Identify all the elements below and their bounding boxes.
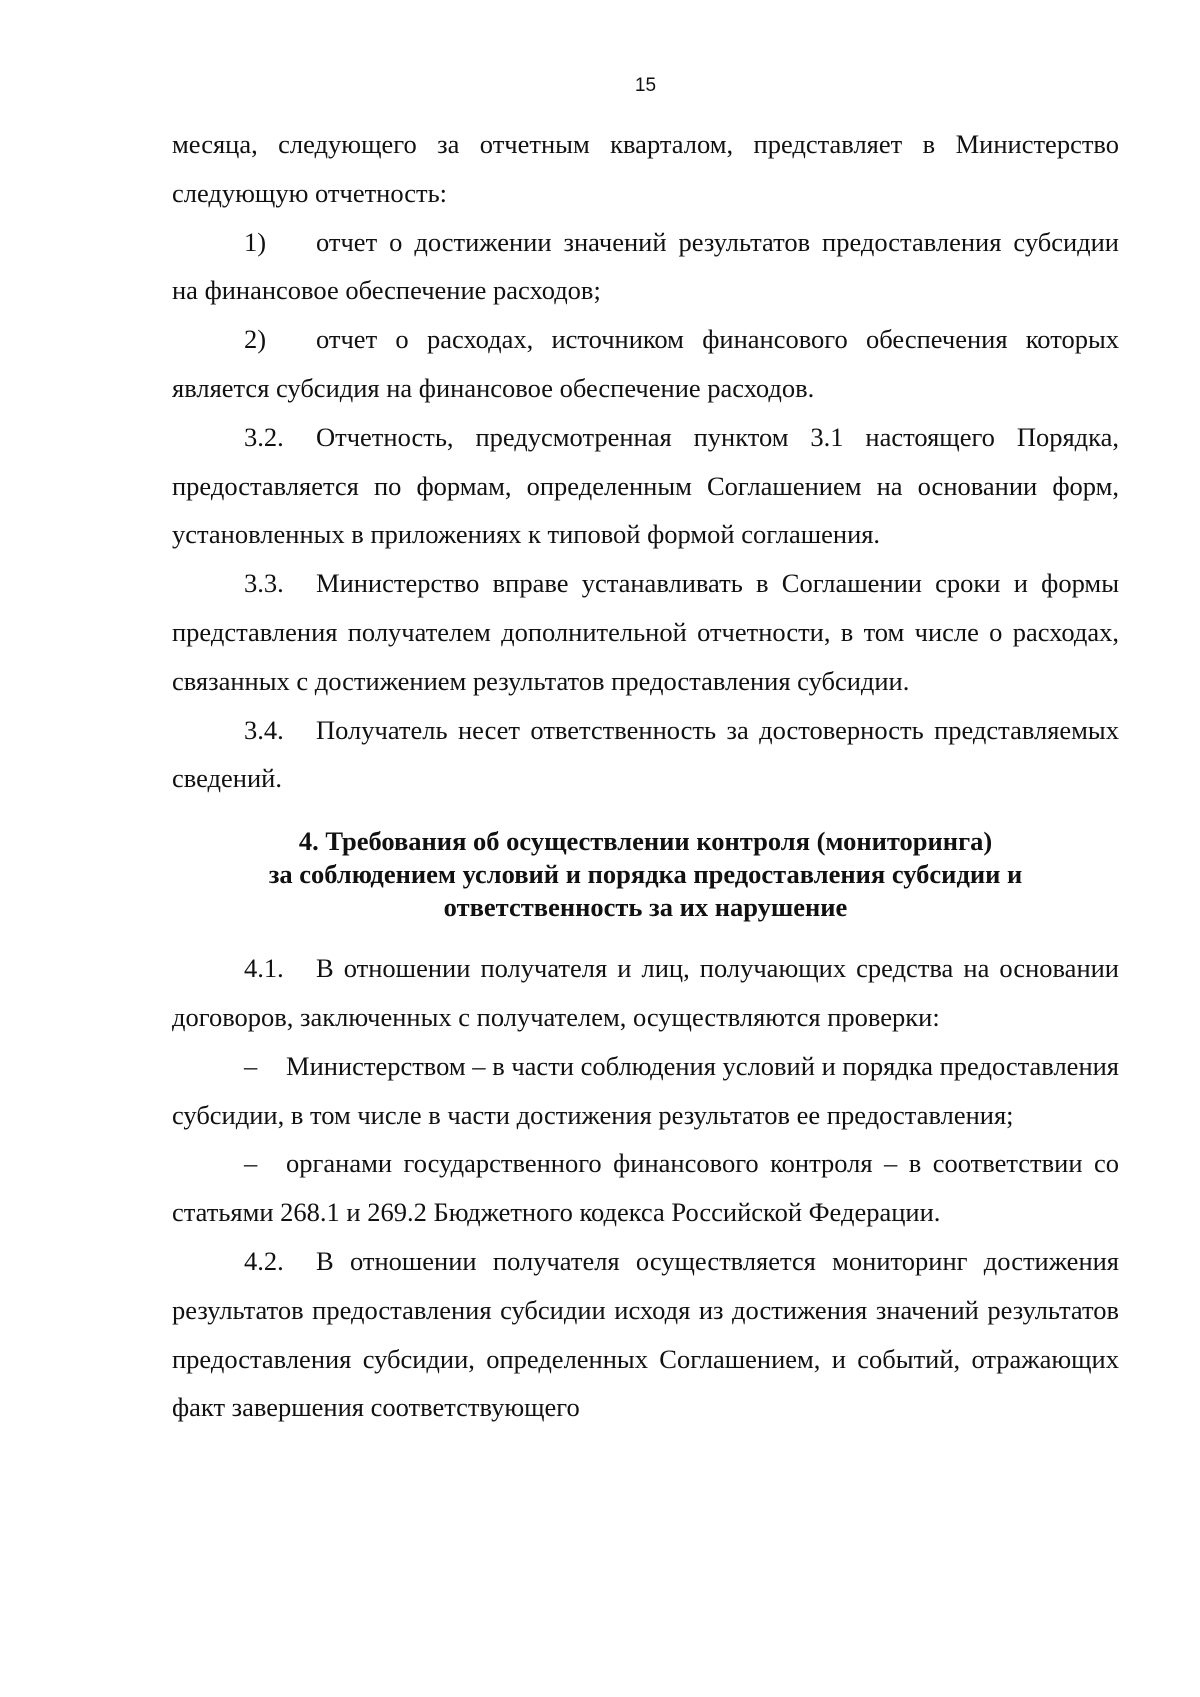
clause-text: В отношении получателя осуществляется мониторинг достижения результатов предоставления субсидии исходя из достижения значений результатов предоставления субсидии, определенных Соглашением, и событий, отражающих факт завершения соответствующего — [172, 1245, 1119, 1423]
clause-number: 3.3. — [244, 568, 284, 599]
dash-item-text: Министерством – в части соблюдения условий и порядка предоставления субсидии, в том числе в части достижения результатов ее предоставления; — [172, 1050, 1119, 1130]
dash-bullet: – — [244, 1050, 258, 1081]
clause-number: 4.1. — [244, 953, 284, 984]
clause-4-1 — [172, 944, 1119, 1042]
clause-4-2 — [172, 1237, 1119, 1432]
page-number: 15 — [634, 75, 657, 96]
heading-line: ответственность за их нарушение — [443, 892, 848, 923]
section-spacer — [172, 803, 1119, 825]
dash-item-text: органами государственного финансового контроля – в соответствии со статьями 268.1 и 269.2 Бюджетного кодекса Российской Федерации. — [172, 1148, 1119, 1228]
list-item-text: отчет о достижении значений результатов предоставления субсидии на финансовое обеспечение расходов; — [172, 226, 1119, 306]
clause-text: Получатель несет ответственность за достоверность представляемых сведений. — [172, 714, 1119, 794]
list-number: 2) — [244, 324, 267, 355]
clause-text: Министерство вправе устанавливать в Соглашении сроки и формы представления получателем дополнительной отчетности, в том числе о расходах, связанных с достижением результатов предоставления субсидии. — [172, 568, 1119, 696]
dash-item-ministry — [172, 1042, 1119, 1140]
dash-bullet: – — [244, 1148, 258, 1179]
heading-line: за соблюдением условий и порядка предоставления субсидии и — [268, 859, 1023, 890]
dash-item-financial-control — [172, 1139, 1119, 1237]
clause-3-4 — [172, 706, 1119, 804]
list-item-text: отчет о расходах, источником финансового обеспечения которых является субсидия на финансовое обеспечение расходов. — [172, 324, 1119, 403]
paragraph-continuation: месяца, следующего за отчетным кварталом, представляет в Министерство следующую отчетность: — [172, 129, 1119, 208]
heading-line: 4. Требования об осуществлении контроля (мониторинга) — [298, 826, 993, 857]
heading-spacer — [172, 924, 1119, 944]
clause-number: 4.2. — [244, 1245, 284, 1276]
clause-3-3 — [172, 559, 1119, 705]
clause-number: 3.4. — [244, 714, 284, 745]
clause-3-2 — [172, 413, 1119, 559]
list-item-2 — [172, 315, 1119, 413]
section-4-heading — [172, 825, 1119, 924]
clause-number: 3.2. — [244, 421, 284, 452]
list-number: 1) — [244, 226, 267, 257]
clause-text: В отношении получателя и лиц, получающих средства на основании договоров, заключенных с получателем, осуществляются проверки: — [172, 953, 1119, 1032]
clause-text: Отчетность, предусмотренная пунктом 3.1 настоящего Порядка, предоставляется по формам, определенным Соглашением на основании форм, установленных в приложениях к типовой формой соглашения. — [172, 421, 1119, 550]
page-content — [172, 120, 1119, 1432]
list-item-1 — [172, 218, 1119, 316]
